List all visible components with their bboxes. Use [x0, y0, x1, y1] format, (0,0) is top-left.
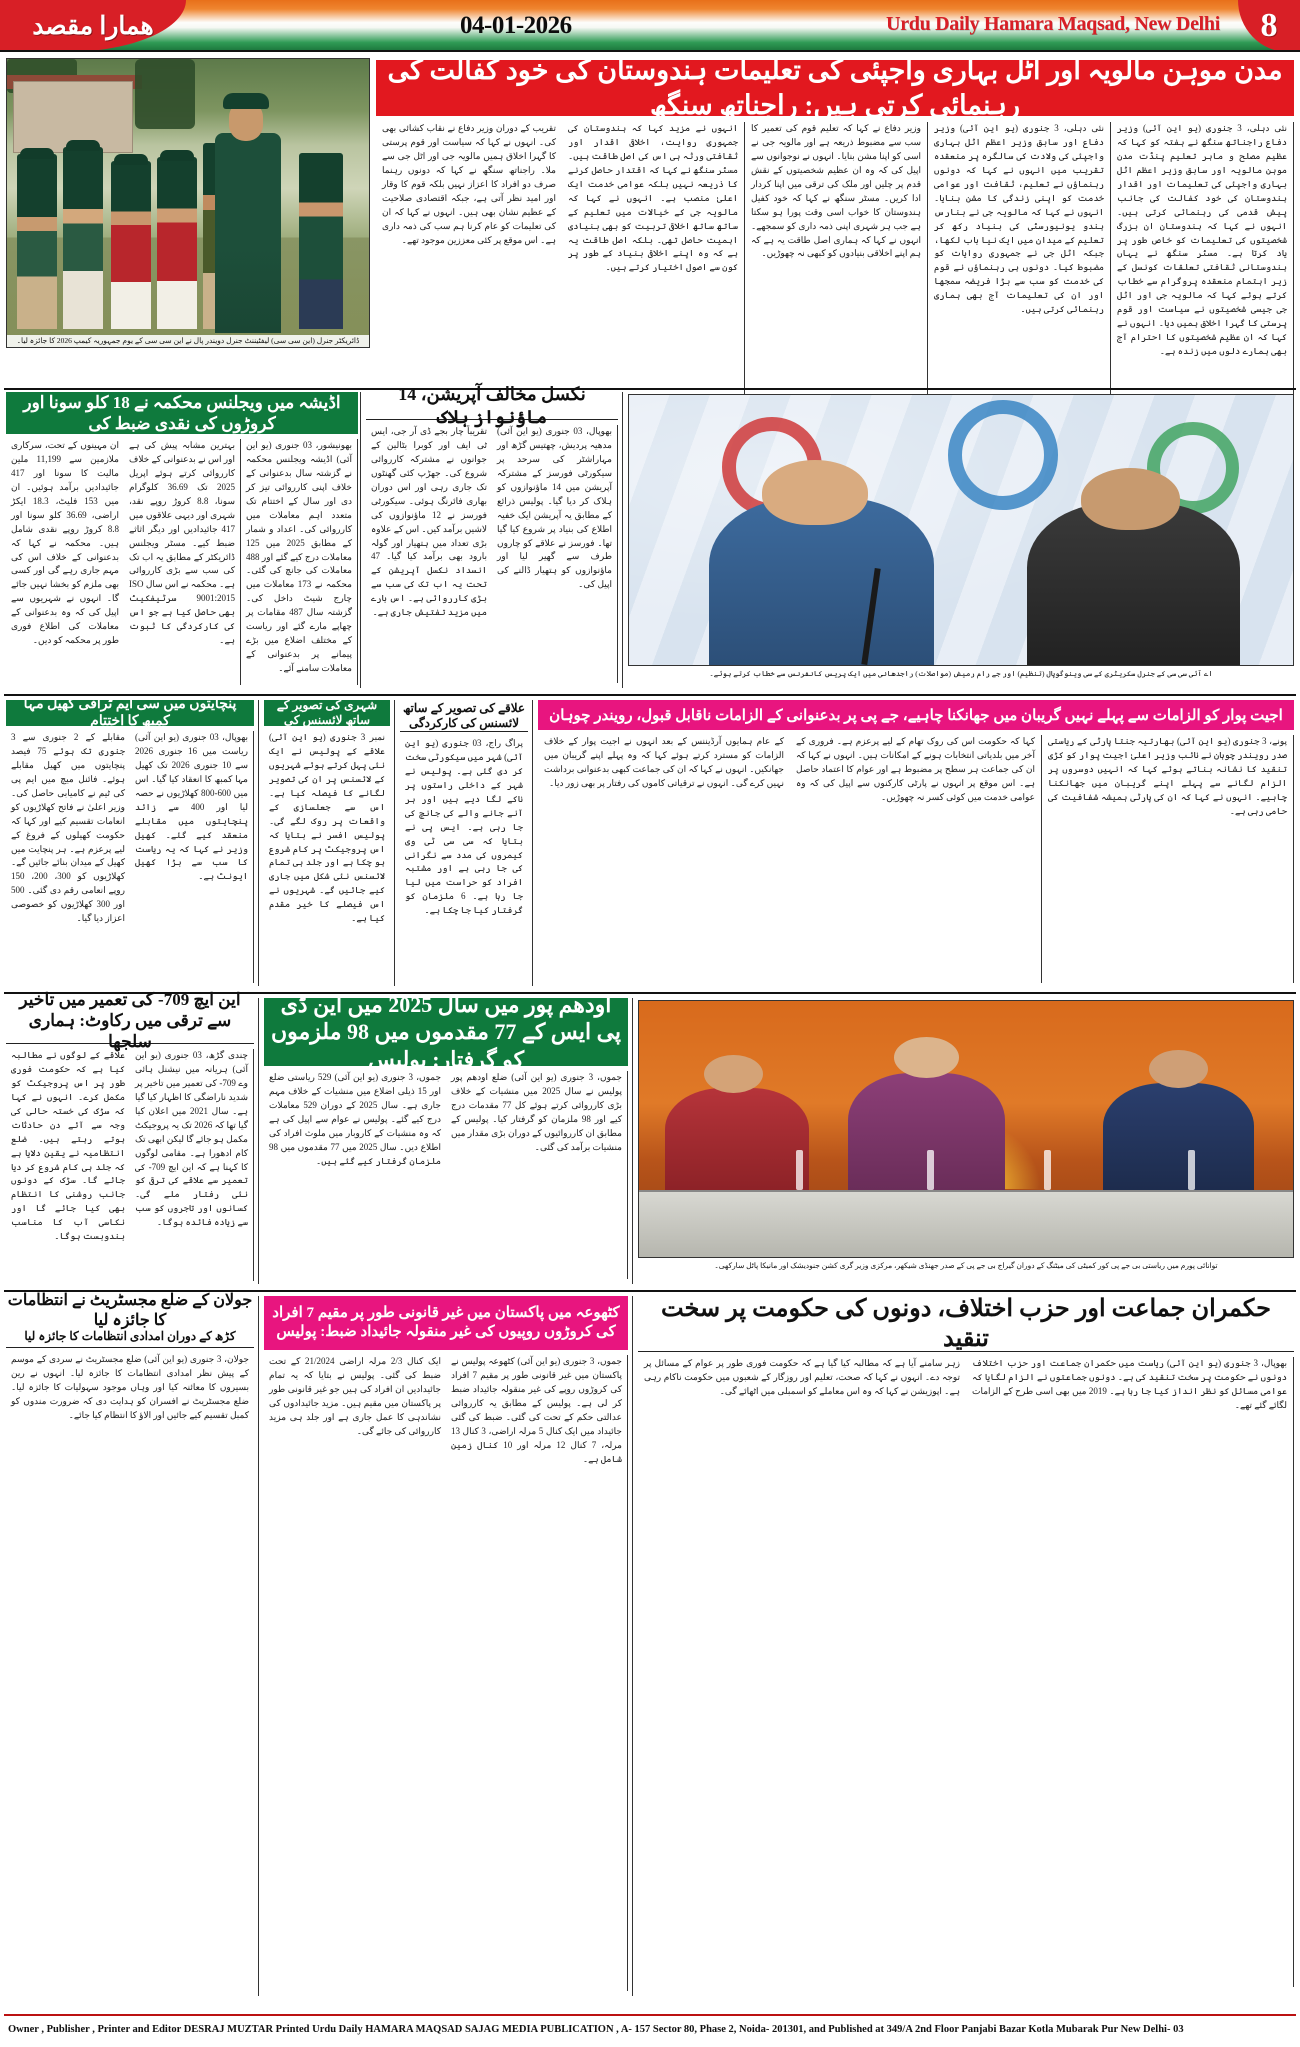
lead-col-5: تقریب کے دوران وزیر دفاع نے نقاب کشائی بھی کی۔ انہوں نے کہا کہ سیاست اور قوم پرستی کا گہرا اخلاق ہمیں مالویہ جی اور اٹل جی سے ملا۔ راجناتھ سنگھ نے کہا کہ دونوں رہنما صرف دو افراد کا اعزاز نہیں بلکہ قوم کا وقار اور امید نظر آتی ہے، جبکہ اقتصادی صلاحیت کے عظیم نشان بھی ہیں۔ انہوں نے کہا کہ ان کی تعلیمات کو عام کرنا ہم سب کی ذمہ داری ہے۔ اس موقع پر کئی معززین موجود تھے۔ [382, 123, 556, 245]
divider-r5-b [632, 1296, 633, 1996]
licence-headline: شہری کی تصویر کے ساتھ لائسنس کی [264, 700, 390, 726]
udhampur-body [264, 1071, 628, 1279]
lead-col-4: انہوں نے مزید کہا کہ ہندوستان کی جمہوری روایت، اخلاقی اقدار اور ثقافتی ورثہ ہی اس کی اصل طاقت ہیں۔ مسٹر سنگھ نے کہا کہ اقتدار حاصل کرنے کا ذریعہ نہیں بلکہ عوامی خدمت ایک اعلیٰ منصب ہے۔ انہوں نے کہا کہ مالویہ جی کے خیالات میں تعلیم کے ساتھ ساتھ اخلاقی تربیت کو بھی بنیادی اہمیت حاصل تھی۔ بلکہ اصل طاقت یہ ہے کہ وہ اپنے اخلاقی بنیاد کے طور پر کون سے اصول اختیار کرتے ہیں۔ [562, 122, 745, 422]
jolan-subheadline: کڑھ کے دوران امدادی انتظامات کا جائزہ لیا [6, 1326, 254, 1348]
lead-photo-caption-band [7, 335, 369, 347]
divider-r3-c [532, 700, 533, 986]
story-odisha-vigilance [6, 392, 358, 688]
bjp-photo-block [638, 1000, 1294, 1284]
publication-title: Urdu Daily Hamara Maqsad, New Delhi [886, 13, 1220, 35]
story-jolan-dm [6, 1292, 254, 1996]
bjp-person-2-head [894, 1037, 959, 1078]
publication-logo: همارا مقصد [32, 13, 154, 40]
row-5 [0, 1292, 1300, 2002]
kathua-col-1: جموں، 3 جنوری (یو این آئی) کٹھوعہ پولیس نے پاکستان میں غیر قانونی طور پر مقیم 7 افراد کی کروڑوں روپے کی غیر منقولہ جائیداد ضبط کر لی ہے۔ پولیس کے مطابق یہ کارروائی عدالتی حکم کے تحت کی گئی۔ ضبط کی گئی جائیداد میں ایک کنال 5 مرلہ اراضی، 3 کنال 13 مرلہ، 7 کنال 12 مرلہ اور 10 کنال زمین شامل ہے۔ [446, 1355, 628, 1991]
ajit-pawar-body [538, 735, 1294, 983]
story-area-licence [400, 700, 528, 986]
conference-table [639, 1190, 1293, 1257]
odisha-col-1: بھونیشور، 03 جنوری (یو این آئی) اڈیشہ ویجلنس محکمہ نے گزشتہ سال بدعنوانی کے خلاف اپنی کارروائی تیز کر دی اور سال کے اختتام تک متعدد اہم معاملات میں کارروائی کی۔ اعداد و شمار کے مطابق 2025 میں 125 معاملات درج کیے گئے اور 488 معاملات کی جانچ کی گئی۔ محکمہ نے 173 معاملات میں چارج شیٹ داخل کی۔ گزشتہ سال 487 مقامات پر چھاپے مارے گئے اور ریاست کے مختلف اضلاع میں بڑے پیمانے پر بدعنوانی کے معاملات سامنے آئے۔ [241, 439, 358, 685]
naxal-headline: نکسل مخالف آپریشن، 14 ماؤنواز ہلاک [366, 392, 618, 420]
photo-tree-2 [135, 59, 195, 129]
cadet-cap [160, 150, 194, 161]
footer-divider [4, 2014, 1296, 2016]
khel-headline: پنچایتوں میں سی ایم ٹرافی کھیل مہا کمبھ کا اختتام [6, 700, 254, 726]
bjp-person-1 [665, 1088, 809, 1190]
area-licence-headline: علاقے کی تصویر کے ساتھ لائسنس کی کارکردگی [400, 700, 528, 732]
congress-photo-caption: اے آئی سی سی کے جنرل سکریٹری کے سی وینوگوپال (تنظیم) اور جے رام رمیش (مواصلات) راجدھانی میں ایک پریس کانفرنس سے خطاب کرتے ہوئے۔ [709, 669, 1213, 678]
odisha-col-2: بہترین مشابہ پیش کی ہے اور اس نے بدعنوانی کے خلاف کارروائی کرتے ہوئے اپریل 2025 تک 36.69 کلوگرام سونا، 8.8 کروڑ روپے نقد، شہری اور دیہی علاقوں میں 417 جائیدادیں اور دیگر اثاثے ضبط کیے۔ مسٹر ویجلنس ڈائریکٹر کے مطابق یہ اب تک کی سب سے بڑی کارروائی ہے۔ محکمہ نے اس سال ISO 9001:2015 سرٹیفکیٹ بھی حاصل کیا ہے جو اس کی کارکردگی کا ثبوت ہے۔ [124, 439, 241, 685]
story-udhampur-ndps [264, 991, 628, 1284]
bjp-photo-caption: توانائی پورم میں ریاستی بی جے پی کور کمیٹی کی میٹنگ کے دوران گیراج بی جے پی کے صدر جھنڈی شیکھر، مرکزی وزیر گری کشن جنودیشک اور مانیکا پاٹل سارکھی۔ [714, 1261, 1218, 1270]
cadet-cap [20, 148, 54, 159]
congress-press-photo [628, 394, 1294, 666]
page-number-panel [1238, 0, 1300, 52]
bjp-person-3-head [1149, 1050, 1208, 1088]
story-naxal-operation [366, 384, 618, 688]
cadet-cap [114, 154, 148, 165]
divider-r3-b [394, 700, 395, 986]
odisha-col-3: ان مہینوں کے تحت، سرکاری ملازمین سے 11,199 ملین مالیت کا سونا اور 417 جائیدادیں برآمد ہوئیں۔ ان میں 153 فلیٹ، 18.3 ایکڑ اراضی، 36.69 کلو سونا اور 8.8 کروڑ روپے نقدی شامل ہیں۔ محکمہ نے کہا کہ بدعنوانی کے خلاف اس کی مہم جاری رہے گی اور کسی بھی ملزم کو بخشا نہیں جائے گا۔ انہوں نے شہریوں سے اپیل کی کہ وہ بدعنوانی کے معاملات کی اطلاع فوری طور پر محکمہ کو دیں۔ [11, 440, 120, 646]
divider-r2-a [360, 392, 361, 688]
divider-r3-a [258, 700, 259, 986]
jolan-headline: جولان کے ضلع مجسٹریٹ نے انتظامات کا جائزہ لیا [7, 1292, 253, 1329]
lead-col-3: وزیر دفاع نے کہا کہ تعلیم قوم کی تعمیر کا سب سے مضبوط ذریعہ ہے اور مالویہ جی نے اسی کو اپنا مشن بنایا۔ انہوں نے نوجوانوں سے اپیل کی کہ وہ ان عظیم شخصیتوں کے نقش قدم پر چلیں اور ملک کی ترقی میں اپنا کردار ادا کریں۔ مسٹر سنگھ نے کہا کہ خود کفیل ہندوستان کا خواب اسی وقت پورا ہو سکتا ہے جب ہر شہری اپنی ذمہ داری کو سمجھے۔ انہوں نے کہا کہ ہماری اصل طاقت یہ ہے کہ ہم اپنے اخلاقی بنیادوں کو کبھی نہ چھوڑیں۔ [745, 122, 928, 422]
nh709-headline: این ایچ 709- کی تعمیر میں تاخیر سے ترقی میں رکاوٹ: ہماری سلجھا [6, 998, 254, 1044]
bjp-person-1-head [704, 1055, 763, 1093]
govt-criticism-col-1: بھوپال، 3 جنوری (یو این آئی) ریاست میں حکمران جماعت اور حزب اختلاف دونوں نے حکومت پر سخت تنقید کی ہے۔ دونوں جماعتوں نے الزام لگایا کہ عوامی مسائل کو نظر انداز کیا جا رہا ہے۔ 2019 میں بھی اسی طرح کے الزامات لگائے گئے تھے۔ [966, 1357, 1294, 1987]
naxal-col-2: تقریباً چار بجے ڈی آر جی، ایس ٹی ایف اور کوبرا بٹالین کے جوانوں نے مشترکہ کارروائی شروع کی۔ جھڑپ کئی گھنٹوں تک جاری رہی اور اس دوران بھاری فائرنگ ہوئی۔ سیکورٹی فورسز نے 12 ماؤنوازوں کی لاشیں برآمد کیں۔ اس کے علاوہ بڑی تعداد میں ہتھیار اور گولہ بارود بھی برآمد کیا گیا۔ 47 انسداد نکسل آپریشن کے تحت یہ اب تک کی سب سے بڑی کارروائی ہے۔ اس بارے میں مزید تفتیش جاری ہے۔ [371, 426, 487, 618]
footer-imprint: Owner , Publisher , Printer and Editor DESRAJ MUZTAR Printed Urdu Daily HAMARA MAQSAD SAJAG MEDIA PUBLICATION , A- 157 Sector 80, Phase 2, Noida- 201301, and Published at 349/A 2nd Floor Panjabi Bazar Kotla Mubarak Pur New Delhi- 03 [8, 2024, 1184, 2035]
divider-r2-b [622, 392, 623, 688]
lead-col-1: نئی دہلی، 3 جنوری (یو این آئی) وزیر دفاع راجناتھ سنگھ نے ہفتہ کو کہا کہ عظیم مصلح و ماہر تعلیم پنڈت مدن موہن مالویہ اور سابق وزیر اعظم اٹل بہاری واجپئی کی تعلیمات اور اقدار ہندوستان کی خود کفالت کی جانب پیش قدمی کی رہنمائی کرتی ہیں۔ انہوں نے کہا کہ ہندوستان ان بزرگ شخصیتوں کی تعلیمات کو خاص طور پر یاد کرتا ہے۔ مسٹر سنگھ نے یہاں ہندوستانی ثقافتی تعلقات کونسل کے زیر اہتمام منعقدہ پروگرام سے خطاب کرتے ہوئے کہا کہ مالویہ جی اور اٹل جی جیسی شخصیتوں نے سیاست اور قوم پرستی کا گہرا اخلاق ہمیں دیا۔ انہوں نے کہا کہ ان عظیم شخصیتوں کا احترام آج بھی ہمارے دلوں میں زندہ ہے۔ [1111, 122, 1294, 422]
publication-date: 04-01-2026 [460, 12, 572, 39]
kathua-col-2: ایک کنال 2/3 مرلہ اراضی 21/2024 کے تحت ضبط کی گئی۔ پولیس نے بتایا کہ یہ تمام جائیدادیں ان افراد کی ہیں جو غیر قانونی طور پر پاکستان میں مقیم ہیں۔ مزید جائیدادوں کی نشاندہی کا عمل جاری ہے اور جلد ہی مزید کارروائی کی جائے گی۔ [269, 1356, 442, 1436]
water-bottle [796, 1150, 803, 1191]
ajit-col-1: پونے، 3 جنوری (یو این آئی) بھارتیہ جنتا پارٹی کے ریاستی صدر رویندر چوہان نے نائب وزیر اعلیٰ اجیت پوار کو کڑی تنقید کا نشانہ بناتے ہوئے کہا کہ انہیں دوسروں پر الزام لگانے سے پہلے اپنے گریبان میں جھانکنا چاہیے۔ انہوں نے کہا کہ ان کی پارٹی ہمیشہ شفافیت کی حامی رہی ہے۔ [1042, 735, 1294, 983]
water-bottle [1188, 1150, 1195, 1191]
khel-col-1: بھوپال، 03 جنوری (یو این آئی) ریاست میں 16 جنوری 2026 سے 10 جنوری 2026 تک کھیل مہا کمبھ کا انعقاد کیا گیا۔ اس میں 600-800 کھلاڑیوں نے حصہ لیا اور 400 سے زائد پنچایتوں میں مقابلے منعقد کیے گئے۔ کھیل وزیر نے کہا کہ یہ ریاست کا سب سے بڑا کھیل ایونٹ ہے۔ [130, 731, 254, 983]
khel-body [6, 731, 254, 983]
cadet-cap [66, 140, 100, 151]
story-kathua-property [264, 1296, 628, 1996]
udhampur-headline: اودھم پور میں سال 2025 میں این ڈی پی ایس کے 77 مقدموں میں 98 ملزموں کو گرفتار: پولیس [264, 998, 628, 1066]
story-ajit-pawar [538, 700, 1294, 986]
water-bottle [1044, 1150, 1051, 1191]
masthead-logo-panel [0, 0, 186, 52]
jolan-col-1: جولان، 3 جنوری (یو این آئی) ضلع مجسٹریٹ نے سردی کے موسم کے پیش نظر امدادی انتظامات کا جائزہ لیا۔ انہوں نے رین بسیروں کا معائنہ کیا اور وہاں موجود سہولیات کا جائزہ لیا۔ ضلع مجسٹریٹ نے افسران کو ہدایت دی کہ ضرورت مندوں کو کمبل تقسیم کیے جائیں اور الاؤ کا انتظام کیا جائے۔ [11, 1354, 249, 1420]
cadet-figure [111, 161, 151, 329]
odisha-headline: اڈیشہ میں ویجلنس محکمہ نے 18 کلو سونا اور کروڑوں کی نقدی ضبط کی [6, 392, 358, 434]
kathua-body [264, 1355, 628, 1991]
page-number: 8 [1260, 7, 1278, 44]
lead-photo-caption: ڈائریکٹر جنرل (این سی سی) لیفٹیننٹ جنرل دویندر پال نے این سی سی کے یوم جمہوریہ کیمپ 2026 کا جائزہ لیا۔ [16, 336, 360, 346]
water-bottle [927, 1150, 934, 1191]
row-3 [0, 696, 1300, 990]
nh709-col-1: چندی گڑھ، 03 جنوری (یو این آئی) ہریانہ میں نیشنل ہائی وے 709- کی تعمیر میں تاخیر پر شدید ناراضگی کا اظہار کیا گیا ہے۔ سال 2021 میں اعلان کیا گیا تھا کہ 2026 تک یہ پروجیکٹ مکمل ہو جائے گا لیکن ابھی تک کام ادھورا ہے۔ مقامی لوگوں کا کہنا ہے کہ این ایچ 709- کی تعمیر سے علاقے کی ترقی کو نئی رفتار ملے گی۔ کسانوں اور تاجروں کو سب سے زیادہ فائدہ ہوگا۔ [130, 1049, 254, 1281]
govt-criticism-headline: حکمران جماعت اور حزب اختلاف، دونوں کی حکومت پر سخت تنقید [638, 1296, 1294, 1352]
lead-headline: مدن موہن مالویہ اور اٹل بہاری واجپئی کی تعلیمات ہندوستان کی خود کفالت کی رہنمائی کرتی ہیں: راجناتھ سنگھ [376, 60, 1294, 116]
ajit-col-2: کہا کہ حکومت اس کی روک تھام کے لیے پرعزم ہے۔ فروری کے آخر میں بلدیاتی انتخابات ہونے کے امکانات ہیں۔ انہوں نے کہا کہ ان کی جماعت ہر سطح پر مضبوط ہے اور عوام کا اعتماد حاصل ہے۔ اس موقع پر انہوں نے پارٹی کارکنوں سے اپیل کی کہ وہ عوامی خدمت میں کوئی کسر نہ چھوڑیں۔ [790, 735, 1042, 983]
udhampur-col-2: جموں، 3 جنوری (یو این آئی) 529 ریاستی ضلع اور 15 ذیلی اضلاع میں منشیات کے خلاف مہم جاری ہے۔ سال 2025 کے دوران 529 معاملات درج کیے گئے۔ پولیس نے عوام سے اپیل کی ہے کہ وہ منشیات کے کاروبار میں ملوث افراد کی اطلاع دیں۔ سال 2025 میں 77 مقدموں میں 98 ملزمان گرفتار کیے گئے ہیں۔ [269, 1072, 442, 1166]
nh709-body [6, 1049, 254, 1281]
divider-r4-b [632, 998, 633, 1284]
officer-figure [215, 133, 281, 333]
row-4 [0, 989, 1300, 1288]
ajit-col-3: کے عام ہمایوں آرڈیننس کے بعد انہوں نے اجیت پوار کے خلاف الزامات کو مسترد کرتے ہوئے کہا کہ وہ پہلے اپنے گریبان میں جھانکیں۔ انہوں نے کہا کہ ان کی جماعت کبھی بدعنوانی برداشت نہیں کرے گی۔ انہوں نے ترقیاتی کاموں کی رفتار پر بھی زور دیا۔ [544, 736, 784, 788]
lead-story [0, 54, 1300, 384]
naxal-body [366, 425, 618, 683]
cadet-figure [63, 147, 103, 329]
congress-photo-block [628, 394, 1294, 688]
nh709-col-2: علاقے کے لوگوں نے مطالبہ کیا ہے کہ حکومت فوری طور پر اس پروجیکٹ کو مکمل کرے۔ انہوں نے کہا کہ سڑک کی خستہ حالی کی وجہ سے آئے دن حادثات ہوتے رہتے ہیں۔ ضلع انتظامیہ نے یقین دلایا ہے کہ جلد ہی کام شروع کر دیا جائے گا۔ سڑک کے دونوں جانب روشنی کا انتظام بھی کیا جائے گا اور نکاسی آب کا مناسب بندوبست ہوگا۔ [11, 1050, 125, 1242]
cadet-figure [157, 157, 197, 329]
story-khel-maha-kumbh [6, 696, 254, 986]
govt-criticism-col-2: زہر سامنے آیا ہے کہ مطالبہ کیا گیا ہے کہ حکومت فوری طور پر عوام کے مسائل پر توجہ دے۔ انہوں نے کہا کہ صحت، تعلیم اور روزگار کے شعبوں میں حکومت ناکام رہی ہے۔ اپوزیشن نے کہا کہ وہ اس معاملے کو اسمبلی میں اٹھائے گی۔ [644, 1358, 960, 1396]
odisha-body [6, 439, 358, 685]
lead-photo [6, 58, 370, 348]
officer-beret [223, 93, 269, 109]
udhampur-col-1: جموں، 3 جنوری (یو این آئی) ضلع اودھم پور پولیس نے سال 2025 میں منشیات کے خلاف بڑی کارروائی کرتے ہوئے کل 77 مقدمات درج کیے اور 98 ملزمان کو گرفتار کیا۔ پولیس کے مطابق ان کارروائیوں کے دوران بڑی مقدار میں منشیات برآمد کی گئی۔ [446, 1071, 628, 1279]
khel-col-2: مقابلے کے 2 جنوری سے 3 جنوری تک ہوئے 75 فیصد پنچایتوں میں کھیل مقابلے ہوئے۔ فائنل میچ میں ایم پی کی ٹیم نے کامیابی حاصل کی۔ وزیر اعلیٰ نے فاتح کھلاڑیوں کو انعامات تقسیم کیے اور کہا کہ حکومت کھیلوں کے فروغ کے لیے پرعزم ہے۔ ہر پنچایت میں کھیل کے میدان بنائے جائیں گے۔ کھلاڑیوں کو 300، 200، 150 روپے انعامی رقم دی گئی۔ 500 اور 300 کھلاڑیوں کو خصوصی اعزاز دیا گیا۔ [11, 732, 126, 924]
story-govt-criticism [638, 1296, 1294, 1996]
bjp-meeting-photo [638, 1000, 1294, 1258]
cadet-figure [299, 153, 343, 329]
divider-r4-a [258, 998, 259, 1284]
divider-r5-a [258, 1296, 259, 1996]
cadet-figure [17, 154, 57, 329]
speaker-head [762, 460, 868, 525]
kathua-headline: کٹھوعہ میں پاکستان میں غیر قانونی طور پر مقیم 7 افراد کی کروڑوں روپیوں کی غیر منقولہ جائیداد ضبط: پولیس [264, 1296, 628, 1350]
bjp-person-3 [1103, 1083, 1253, 1191]
divider-row1 [4, 388, 1296, 390]
congress-logo-ring [948, 400, 1058, 510]
speaker-head [1081, 468, 1181, 530]
lead-col-2: نئی دہلی، 3 جنوری (یو این آئی) وزیر دفاع اور سابق وزیر اعظم اٹل بہاری واجپئی کی ولادت کی سالگرہ پر منعقدہ تقریب میں انہوں نے کہا کہ دونوں رہنماؤں نے تعلیم، ثقافت اور عوامی خدمت کو اپنی زندگی کا مشن بنایا۔ انہوں نے کہا کہ مالویہ جی نے بنارس ہندو یونیورسٹی کی بنیاد رکھ کر تعلیم کے میدان میں ایک نیا باب لکھا، جبکہ اٹل جی نے جمہوری روایات کو مضبوط کیا۔ دونوں ہی رہنماؤں نے قوم کی خدمت کو سب سے بڑا فریضہ سمجھا اور ان کی تعلیمات آج بھی ہماری رہنمائی کرتی ہیں۔ [928, 122, 1111, 422]
govt-criticism-body [638, 1357, 1294, 1987]
area-licence-col-1: پراگ راج، 03 جنوری (یو این آئی) شہر میں سیکورٹی سخت کر دی گئی ہے۔ پولیس نے شہر کے داخلی راستوں پر ناکے لگا دیے ہیں اور ہر آنے جانے والے کی جانچ کی جا رہی ہے۔ ایس پی نے بتایا کہ سی سی ٹی وی کیمروں کی مدد سے نگرانی کی جا رہی ہے اور مشتبہ افراد کو حراست میں لیا جا رہا ہے۔ 6 ملزمان کو گرفتار کیا جا چکا ہے۔ [405, 738, 524, 916]
ajit-pawar-headline: اجیت پوار کو الزامات سے پہلے نہیں گریبان میں جھانکنا چاہیے، جے پی پر بدعنوانی کے الزامات ناقابل قبول، رویندر چوہان [538, 700, 1294, 730]
licence-col-1: نمبر 3 جنوری (یو این آئی) علاقے کے پولیس نے ایک نئی پہل کرتے ہوئے شہریوں کے لائسنس پر ان کی تصویر لگانے کا فیصلہ کیا ہے۔ اس سے جعلسازی کے واقعات پر روک لگے گی۔ پولیس افسر نے بتایا کہ اس پروجیکٹ پر کام شروع ہو چکا ہے اور جلد ہی تمام لائسنس نئی شکل میں جاری کیے جائیں گے۔ شہریوں نے اس فیصلے کا خیر مقدم کیا ہے۔ [269, 732, 385, 924]
masthead [0, 0, 1300, 52]
naxal-col-1: بھوپال، 03 جنوری (یو این آئی) مدھیہ پردیش، چھتیس گڑھ اور مہاراشٹر کی سرحد پر سیکورٹی فورسز کے مشترکہ آپریشن میں 14 ماؤنوازوں کو ہلاک کر دیا گیا۔ پولیس ذرائع کے مطابق یہ آپریشن ایک خفیہ اطلاع کی بنیاد پر شروع کیا گیا تھا۔ فورسز نے علاقے کو چاروں طرف سے گھیر لیا اور ماؤنوازوں کو ہتھیار ڈالنے کی اپیل کی۔ [492, 425, 618, 683]
story-licence-photo [264, 700, 390, 986]
story-nh709 [6, 989, 254, 1284]
row-2 [0, 384, 1300, 692]
lead-body [376, 122, 1294, 422]
